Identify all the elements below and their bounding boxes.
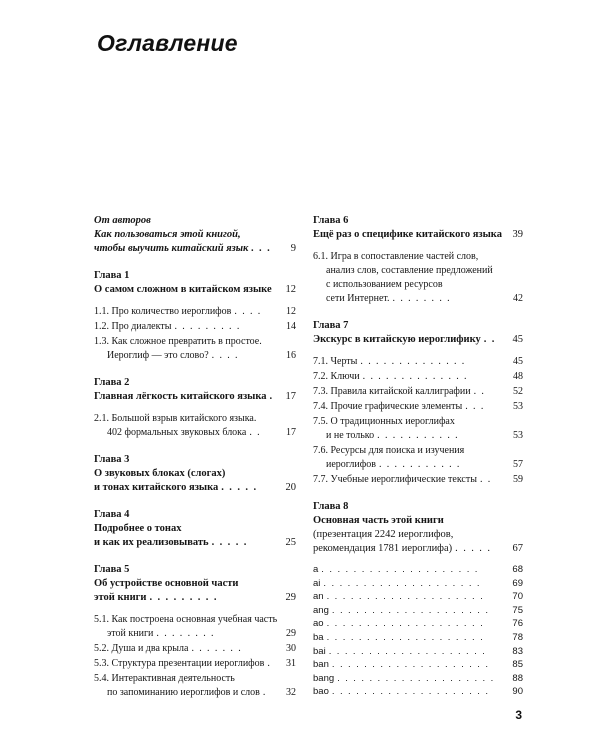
chapter-4-heading[interactable]: Глава 4 Подробнее о тонах и как их реализовывать . . . . . 25 bbox=[94, 509, 296, 548]
syllable-entry[interactable]: ban . . . . . . . . . . . . . . . . . . . . 85 bbox=[313, 659, 523, 671]
syllable-entry[interactable]: bao . . . . . . . . . . . . . . . . . . . . 90 bbox=[313, 686, 523, 698]
chapter-5-heading[interactable]: Глава 5 Об устройстве основной части этой книги . . . . . . . . . 29 bbox=[94, 564, 296, 603]
chapter-2-heading[interactable]: Глава 2 Главная лёгкость китайского языка . 17 bbox=[94, 377, 296, 402]
toc-entry-5-1[interactable]: 5.1. Как построена основная учебная часть этой книги . . . . . . . . 29 bbox=[94, 614, 296, 639]
toc-entry-1-1[interactable]: 1.1. Про количество иероглифов . . . . 12 bbox=[94, 306, 296, 317]
syllable-entry[interactable]: a . . . . . . . . . . . . . . . . . . . . 68 bbox=[313, 564, 523, 575]
toc-entry-7-7[interactable]: 7.7. Учебные иероглифические тексты . . 59 bbox=[313, 474, 523, 485]
toc-entry-2-1[interactable]: 2.1. Большой взрыв китайского языка. 402 формальных звуковых блока . . 17 bbox=[94, 413, 296, 438]
toc-entry-authors[interactable]: От авторов bbox=[94, 215, 151, 226]
toc-entry-7-3[interactable]: 7.3. Правила китайской каллиграфии . . 52 bbox=[313, 386, 523, 397]
chapter-6-heading[interactable]: Глава 6 Ещё раз о специфике китайского языка 39 bbox=[313, 215, 523, 240]
chapter-1-heading[interactable]: Глава 1 О самом сложном в китайском языке 12 bbox=[94, 270, 296, 295]
page-title: Оглавление bbox=[97, 30, 238, 56]
syllable-entry[interactable]: bang . . . . . . . . . . . . . . . . . . . . 88 bbox=[313, 672, 523, 684]
syllable-entry[interactable]: ba . . . . . . . . . . . . . . . . . . . . 78 bbox=[313, 631, 523, 643]
syllable-entry[interactable]: ao . . . . . . . . . . . . . . . . . . . . 76 bbox=[313, 618, 523, 630]
toc-entry-5-4[interactable]: 5.4. Интерактивная деятельность по запоминанию иероглифов и слов . 32 bbox=[94, 673, 296, 698]
toc-entry-howto[interactable]: Как пользоваться этой книгой, чтобы выучить китайский язык . . . 9 bbox=[94, 229, 296, 254]
toc-entry-1-3[interactable]: 1.3. Как сложное превратить в простое. Иероглиф — это слово? . . . . 16 bbox=[94, 336, 296, 361]
toc-left-column bbox=[94, 214, 296, 700]
syllable-entry[interactable]: ai . . . . . . . . . . . . . . . . . . . . 69 bbox=[313, 577, 523, 589]
toc-right-column bbox=[313, 214, 523, 699]
syllable-entry[interactable]: bai . . . . . . . . . . . . . . . . . . . . 83 bbox=[313, 645, 523, 657]
chapter-7-heading[interactable]: Глава 7 Экскурс в китайскую иероглифику . . 45 bbox=[313, 320, 523, 345]
chapter-3-heading[interactable]: Глава 3 О звуковых блоках (слогах) и тонах китайского языка . . . . . 20 bbox=[94, 454, 296, 493]
page-number: 3 bbox=[515, 708, 522, 722]
page-ref: 12 bbox=[285, 284, 296, 295]
toc-entry-5-2[interactable]: 5.2. Душа и два крыла . . . . . . . 30 bbox=[94, 643, 296, 654]
toc-entry-5-3[interactable]: 5.3. Структура презентации иероглифов . 31 bbox=[94, 658, 296, 669]
toc-entry-7-6[interactable]: 7.6. Ресурсы для поиска и изучения иероглифов . . . . . . . . . . . 57 bbox=[313, 445, 523, 470]
toc-entry-7-4[interactable]: 7.4. Прочие графические элементы . . . 53 bbox=[313, 401, 523, 412]
toc-entry-7-1[interactable]: 7.1. Черты . . . . . . . . . . . . . . 45 bbox=[313, 356, 523, 367]
toc-entry-6-1[interactable]: 6.1. Игра в сопоставление частей слов, анализ слов, составление предложений с использованием ресурсов сети Интернет. . . . . . . . . 42 bbox=[313, 251, 523, 304]
toc-entry-7-5[interactable]: 7.5. О традиционных иероглифах и не только . . . . . . . . . . . 53 bbox=[313, 416, 523, 441]
syllable-entry[interactable]: ang . . . . . . . . . . . . . . . . . . . . 75 bbox=[313, 604, 523, 616]
page-ref: 9 bbox=[290, 243, 296, 254]
toc-entry-1-2[interactable]: 1.2. Про диалекты . . . . . . . . . 14 bbox=[94, 321, 296, 332]
syllable-index bbox=[313, 563, 523, 699]
syllable-entry[interactable]: an . . . . . . . . . . . . . . . . . . . . 70 bbox=[313, 591, 523, 603]
chapter-8-heading[interactable]: Глава 8 Основная часть этой книги (презентация 2242 иероглифов, рекомендация 1781 иероглифа) . . . . . 67 bbox=[313, 501, 523, 554]
toc-entry-7-2[interactable]: 7.2. Ключи . . . . . . . . . . . . . . 48 bbox=[313, 371, 523, 382]
